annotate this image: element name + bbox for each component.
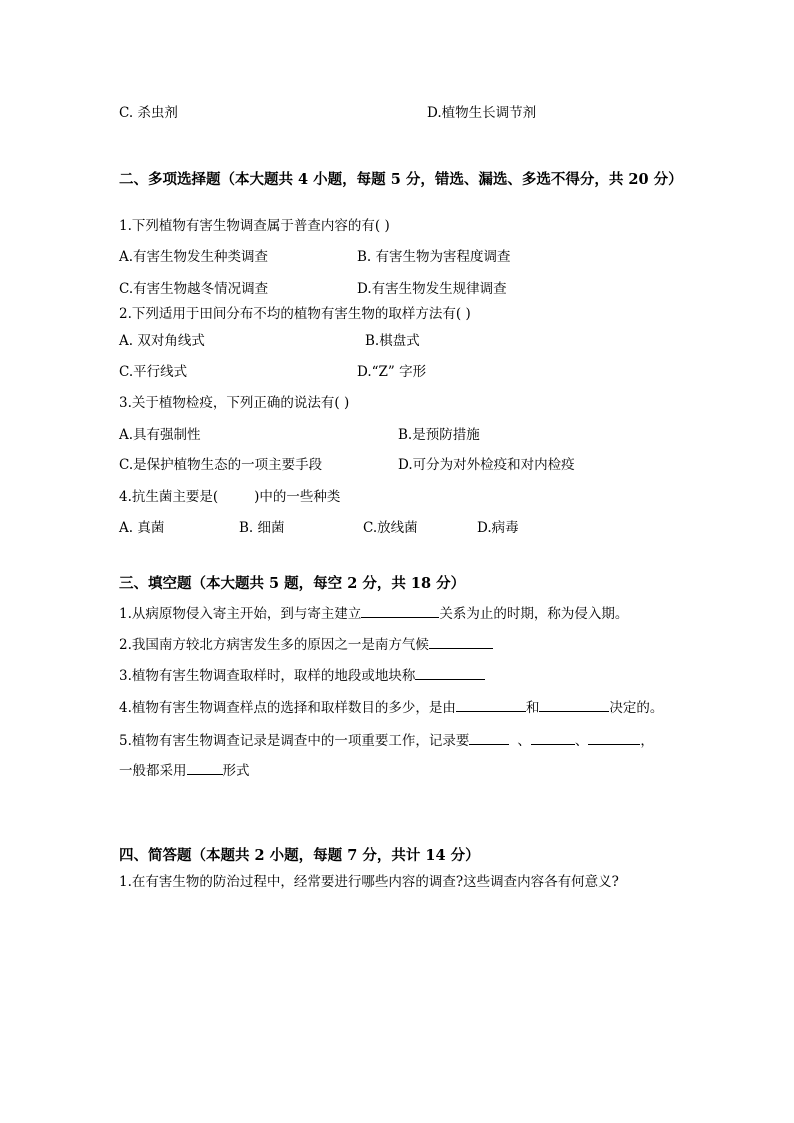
s3-q2-blank[interactable] xyxy=(429,634,493,649)
s3-q5-blank-1[interactable] xyxy=(469,730,509,745)
s2-q1-stem: 1.下列植物有害生物调查属于普查内容的有( ) xyxy=(119,218,390,234)
section-2-heading: 二、多项选择题（本大题共 4 小题，每题 5 分，错选、漏选、多选不得分，共 20 分） xyxy=(119,171,683,188)
option-c: C. 杀虫剂 xyxy=(119,105,178,121)
s2-q3-option-d: D.可分为对外检疫和对内检疫 xyxy=(398,457,575,473)
s2-q2-option-b: B.棋盘式 xyxy=(365,333,420,349)
s2-q2-stem: 2.下列适用于田间分布不均的植物有害生物的取样方法有( ) xyxy=(119,306,471,322)
s3-q1-post: 关系为止的时期，称为侵入期。 xyxy=(439,606,629,622)
s2-q1-option-c: C.有害生物越冬情况调查 xyxy=(119,281,269,297)
s2-q4-stem-post: )中的一些种类 xyxy=(254,489,341,505)
s3-q5-sep-2: 、 xyxy=(574,733,589,749)
s2-q2-option-a: A. 双对角线式 xyxy=(119,333,205,349)
s3-q5-line2-pre: 一般都采用 xyxy=(119,763,187,779)
s3-q2-text: 2.我国南方较北方病害发生多的原因之一是南方气候 xyxy=(119,637,429,653)
s3-q5-line-2 xyxy=(119,760,250,780)
s2-q4-stem xyxy=(119,488,340,506)
s3-q3-blank[interactable] xyxy=(415,665,485,680)
s3-q4-pre: 4.植物有害生物调查样点的选择和取样数目的多少，是由 xyxy=(119,700,456,716)
s3-q5-sep-1: 、 xyxy=(517,733,531,749)
option-d: D.植物生长调节剂 xyxy=(427,105,537,121)
s2-q2-option-d: D.“Z” 字形 xyxy=(357,364,427,380)
s2-q1-option-d: D.有害生物发生规律调查 xyxy=(357,281,507,297)
s2-q4-option-a: A. 真菌 xyxy=(119,520,165,536)
s3-q5-line2-post: 形式 xyxy=(222,763,250,779)
s3-q3 xyxy=(119,665,485,685)
s3-q4 xyxy=(119,697,663,717)
s3-q1 xyxy=(119,603,628,623)
s2-q1-option-a: A.有害生物发生种类调查 xyxy=(119,249,269,265)
s3-q5-pre: 5.植物有害生物调查记录是调查中的一项重要工作，记录要 xyxy=(119,733,470,749)
s2-q3-option-c: C.是保护植物生态的一项主要手段 xyxy=(119,457,323,473)
s3-q1-pre: 1.从病原物侵入寄主开始，到与寄主建立 xyxy=(119,606,362,622)
s3-q4-blank-2[interactable] xyxy=(539,697,609,712)
section-3-heading: 三、填空题（本大题共 5 题，每空 2 分，共 18 分） xyxy=(119,575,466,592)
section-4-heading: 四、简答题（本题共 2 小题，每题 7 分，共计 14 分） xyxy=(119,847,480,864)
s3-q1-blank[interactable] xyxy=(361,603,439,618)
s3-q5-end: ， xyxy=(640,733,654,749)
s3-q5-blank-4[interactable] xyxy=(187,760,223,775)
s3-q5-blank-2[interactable] xyxy=(531,730,575,745)
s3-q4-post: 决定的。 xyxy=(609,700,664,716)
s2-q4-option-d: D.病毒 xyxy=(477,520,519,536)
s2-q4-option-c: C.放线菌 xyxy=(363,520,418,536)
s2-q4-stem-pre: 4.抗生菌主要是( xyxy=(119,489,219,505)
s2-q4-option-b: B. 细菌 xyxy=(239,520,285,536)
s3-q3-text: 3.植物有害生物调查取样时，取样的地段或地块称 xyxy=(119,668,416,684)
s2-q3-option-b: B.是预防措施 xyxy=(398,427,480,443)
s3-q4-mid: 和 xyxy=(525,700,540,716)
s3-q5 xyxy=(119,730,654,750)
s3-q4-blank-1[interactable] xyxy=(456,697,526,712)
s2-q2-option-c: C.平行线式 xyxy=(119,364,188,380)
s2-q3-stem: 3.关于植物检疫，下列正确的说法有( ) xyxy=(119,395,350,411)
s2-q3-option-a: A.具有强制性 xyxy=(119,427,201,443)
s3-q5-blank-3[interactable] xyxy=(588,730,640,745)
s3-q2 xyxy=(119,634,493,654)
s4-q1: 1.在有害生物的防治过程中，经常要进行哪些内容的调查?这些调查内容各有何意义? xyxy=(119,874,619,890)
s2-q1-option-b: B. 有害生物为害程度调查 xyxy=(357,249,511,265)
